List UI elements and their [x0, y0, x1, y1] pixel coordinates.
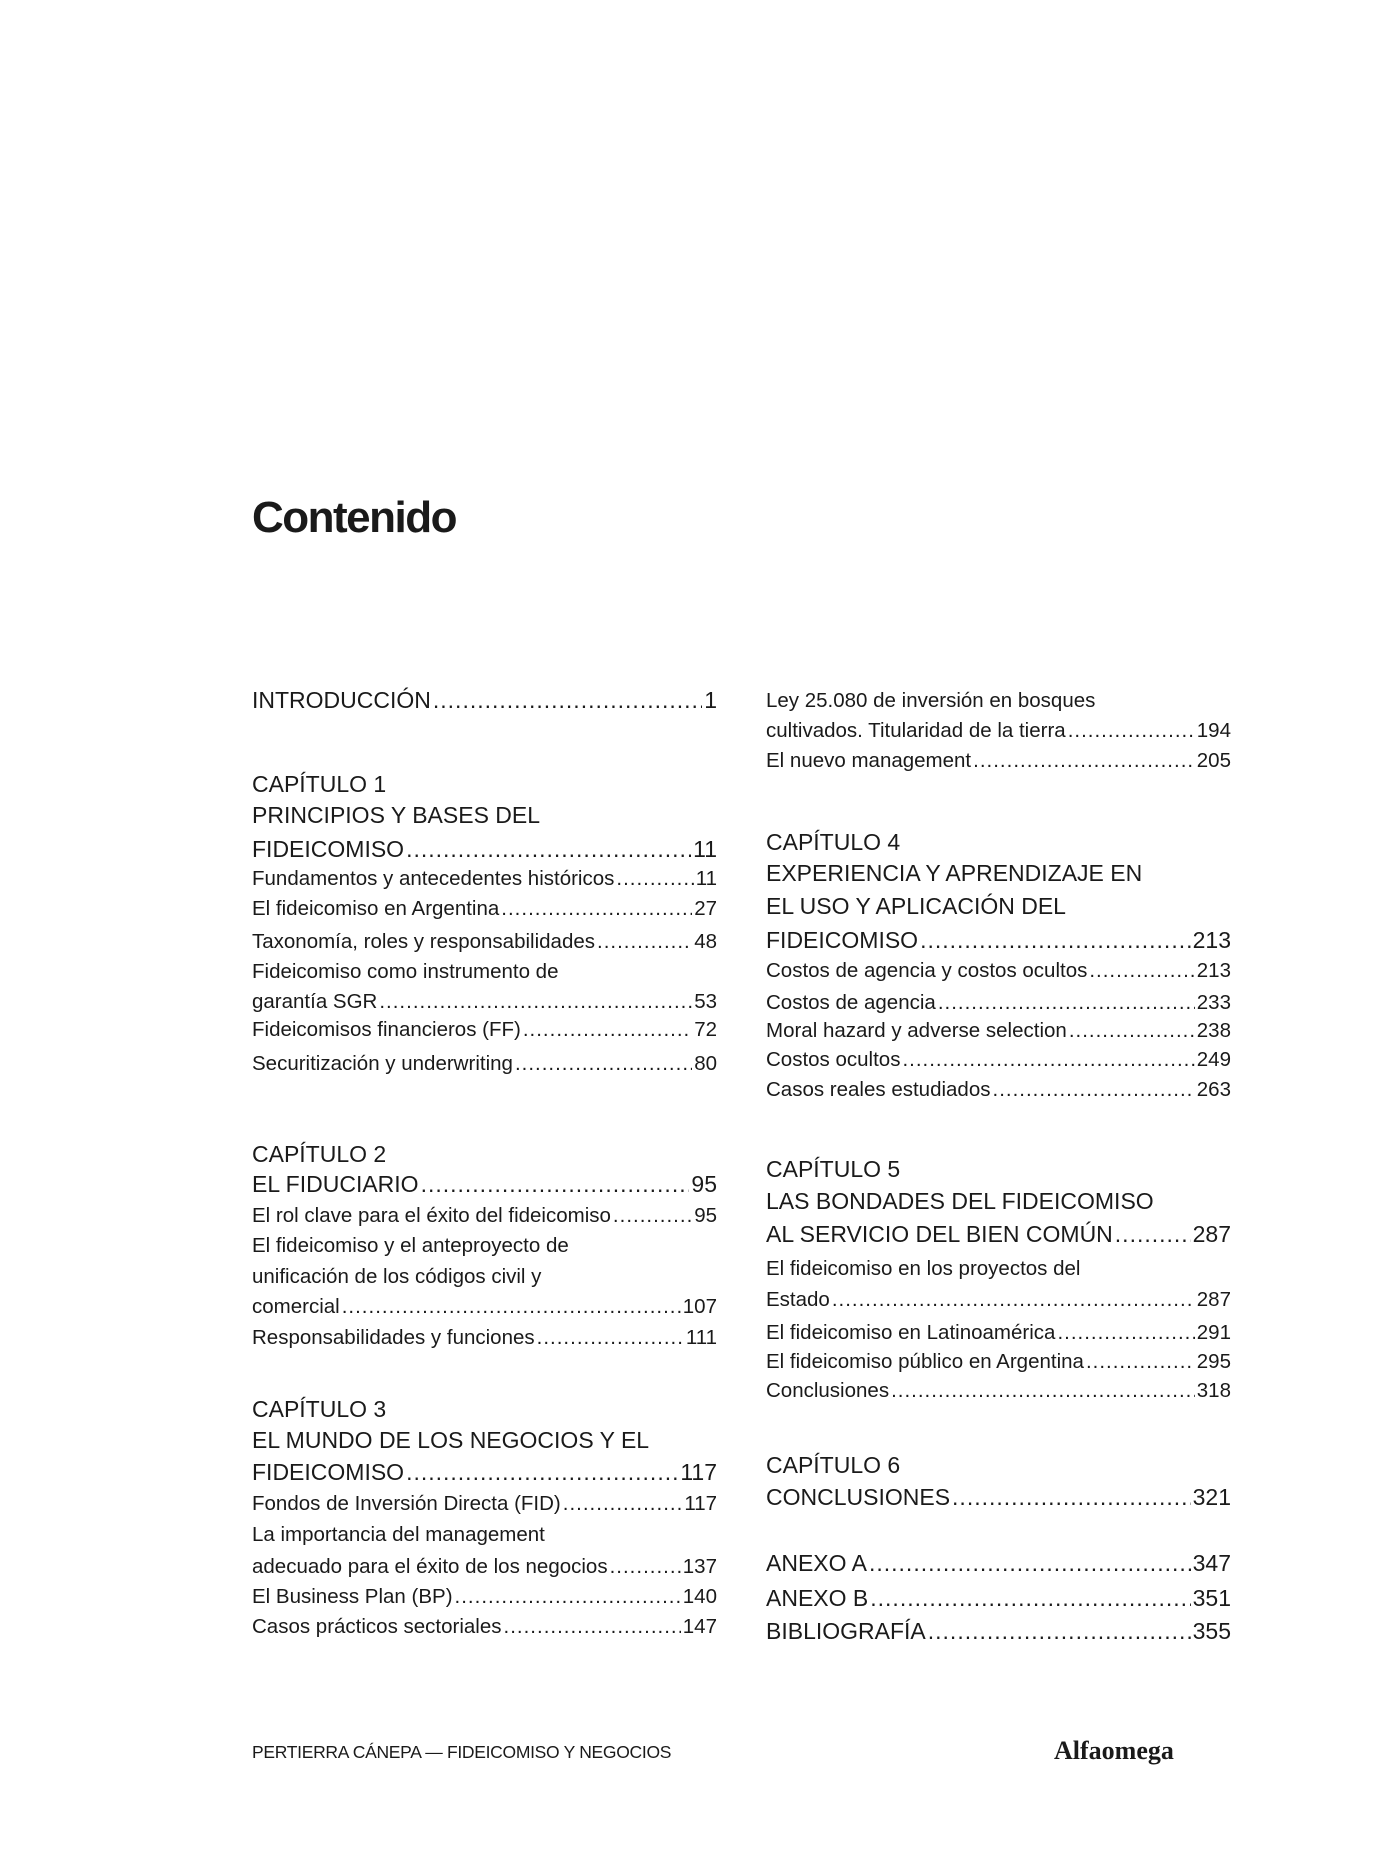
toc-entry	[766, 1483, 1231, 1511]
toc-entry-title: LAS BONDADES DEL FIDEICOMISO	[766, 1188, 1154, 1214]
toc-entry	[252, 1583, 717, 1611]
toc-entry	[766, 828, 1231, 856]
toc-leader-dots	[993, 1076, 1195, 1104]
toc-leader-dots	[501, 895, 692, 923]
toc-entry	[766, 859, 1231, 887]
toc-entry	[252, 1232, 717, 1260]
toc-leader-dots	[613, 1202, 692, 1230]
toc-entry-title: Securitización y underwriting	[252, 1052, 513, 1075]
toc-entry-page-number: 53	[694, 990, 717, 1013]
toc-entry-page-number: 95	[694, 1204, 717, 1227]
toc-leader-dots	[379, 988, 692, 1016]
toc-leader-dots	[455, 1583, 681, 1611]
toc-entry	[766, 957, 1231, 985]
toc-entry	[252, 1324, 717, 1352]
toc-entry-page-number: 194	[1196, 719, 1231, 742]
toc-leader-dots	[433, 686, 702, 714]
toc-entry	[766, 1017, 1231, 1045]
toc-entry-title: CAPÍTULO 1	[252, 771, 387, 797]
toc-entry-title: EXPERIENCIA Y APRENDIZAJE EN	[766, 860, 1143, 886]
toc-entry-title: Fondos de Inversión Directa (FID)	[252, 1492, 561, 1515]
toc-entry-title: INTRODUCCIÓN	[252, 687, 431, 713]
toc-entry	[766, 717, 1231, 745]
toc-entry-title: FIDEICOMISO	[252, 836, 405, 862]
toc-entry-page-number: 11	[693, 836, 717, 862]
toc-entry	[252, 835, 717, 863]
toc-entry-title: CAPÍTULO 2	[252, 1141, 387, 1167]
toc-entry-title: Fideicomiso como instrumento de	[252, 960, 559, 983]
toc-entry-title: comercial	[252, 1295, 340, 1318]
toc-leader-dots	[537, 1324, 684, 1352]
toc-entry	[766, 1286, 1231, 1314]
toc-entry-page-number: 355	[1192, 1618, 1231, 1644]
toc-entry-page-number: 95	[691, 1171, 717, 1197]
toc-entry-page-number: 107	[682, 1295, 717, 1318]
toc-entry	[252, 928, 717, 956]
toc-entry-title: Conclusiones	[766, 1379, 890, 1402]
toc-entry	[252, 1140, 717, 1168]
toc-entry-title: El fideicomiso en Argentina	[252, 897, 500, 920]
toc-entry-title: EL FIDUCIARIO	[252, 1171, 419, 1197]
toc-entry	[252, 1426, 717, 1454]
toc-entry-title: PRINCIPIOS Y BASES DEL	[252, 802, 541, 828]
toc-entry-title: ANEXO B	[766, 1585, 869, 1611]
toc-leader-dots	[523, 1016, 692, 1044]
toc-entry	[766, 1187, 1231, 1215]
toc-entry	[252, 1016, 717, 1044]
toc-leader-dots	[515, 1050, 692, 1078]
toc-entry-page-number: 213	[1196, 959, 1231, 982]
toc-entry-title: Moral hazard y adverse selection	[766, 1019, 1067, 1042]
toc-entry	[766, 687, 1231, 715]
toc-entry-title: unificación de los códigos civil y	[252, 1265, 542, 1288]
toc-entry-page-number: 213	[1192, 927, 1231, 953]
toc-entry-title: El Business Plan (BP)	[252, 1585, 453, 1608]
toc-entry	[252, 1202, 717, 1230]
toc-entry-title: FIDEICOMISO	[766, 927, 919, 953]
toc-entry	[766, 1348, 1231, 1376]
toc-entry-title: CAPÍTULO 6	[766, 1452, 901, 1478]
toc-entry-title: El fideicomiso y el anteproyecto de	[252, 1234, 569, 1257]
toc-leader-dots	[563, 1490, 683, 1518]
toc-entry	[766, 1451, 1231, 1479]
toc-entry-page-number: 27	[694, 897, 717, 920]
toc-entry-page-number: 321	[1192, 1484, 1231, 1510]
toc-entry	[766, 1046, 1231, 1074]
toc-entry	[252, 1263, 717, 1291]
toc-entry-page-number: 295	[1196, 1350, 1231, 1373]
toc-leader-dots	[342, 1293, 681, 1321]
toc-entry-page-number: 117	[680, 1459, 717, 1485]
toc-entry	[252, 1050, 717, 1078]
toc-leader-dots	[870, 1584, 1190, 1612]
toc-entry	[252, 1613, 717, 1641]
toc-entry	[766, 892, 1231, 920]
toc-leader-dots	[938, 989, 1195, 1017]
toc-entry	[766, 989, 1231, 1017]
toc-entry-title: El fideicomiso en Latinoamérica	[766, 1321, 1056, 1344]
toc-leader-dots	[1068, 717, 1195, 745]
toc-entry-page-number: 11	[695, 867, 717, 890]
toc-entry-title: FIDEICOMISO	[252, 1459, 405, 1485]
toc-leader-dots	[406, 1458, 678, 1486]
toc-entry-page-number: 347	[1192, 1550, 1231, 1576]
toc-entry-title: Costos de agencia	[766, 991, 936, 1014]
toc-entry	[252, 988, 717, 1016]
toc-entry-title: Casos prácticos sectoriales	[252, 1615, 502, 1638]
page-title: Contenido	[252, 493, 457, 542]
toc-entry	[252, 686, 717, 714]
toc-leader-dots	[920, 926, 1191, 954]
toc-entry-title: La importancia del management	[252, 1523, 545, 1546]
toc-entry-title: Ley 25.080 de inversión en bosques	[766, 689, 1096, 712]
toc-entry-page-number: 117	[684, 1492, 717, 1515]
toc-entry-page-number: 140	[682, 1585, 717, 1608]
toc-entry	[766, 1617, 1231, 1645]
toc-entry	[252, 865, 717, 893]
toc-entry-page-number: 137	[682, 1555, 717, 1578]
toc-entry-page-number: 351	[1192, 1585, 1231, 1611]
toc-entry	[252, 1458, 717, 1486]
toc-leader-dots	[952, 1483, 1191, 1511]
toc-entry-title: cultivados. Titularidad de la tierra	[766, 719, 1066, 742]
toc-entry	[252, 958, 717, 986]
toc-leader-dots	[406, 835, 691, 863]
toc-leader-dots	[1089, 957, 1194, 985]
toc-entry-page-number: 147	[682, 1615, 717, 1638]
toc-entry	[252, 801, 717, 829]
toc-entry-title: ANEXO A	[766, 1550, 867, 1576]
toc-leader-dots	[616, 865, 693, 893]
toc-leader-dots	[891, 1377, 1195, 1405]
toc-entry-page-number: 263	[1196, 1078, 1231, 1101]
toc-leader-dots	[973, 747, 1195, 775]
toc-entry-title: Fideicomisos financieros (FF)	[252, 1018, 521, 1041]
toc-entry	[252, 895, 717, 923]
toc-entry-page-number: 48	[694, 930, 717, 953]
toc-leader-dots	[610, 1553, 681, 1581]
toc-entry	[766, 1377, 1231, 1405]
toc-entry-title: EL MUNDO DE LOS NEGOCIOS Y EL	[252, 1427, 650, 1453]
toc-entry	[252, 1521, 717, 1549]
toc-entry-page-number: 318	[1196, 1379, 1231, 1402]
toc-leader-dots	[1069, 1017, 1195, 1045]
toc-entry	[766, 747, 1231, 775]
toc-leader-dots	[597, 928, 692, 956]
toc-entry-title: CAPÍTULO 4	[766, 829, 901, 855]
toc-entry-title: garantía SGR	[252, 990, 378, 1013]
toc-entry-title: AL SERVICIO DEL BIEN COMÚN	[766, 1221, 1113, 1247]
toc-leader-dots	[928, 1617, 1191, 1645]
toc-entry-page-number: 291	[1196, 1321, 1231, 1344]
toc-entry	[766, 1076, 1231, 1104]
toc-entry	[252, 1293, 717, 1321]
toc-entry-title: El rol clave para el éxito del fideicomiso	[252, 1204, 611, 1227]
footer-author-title: PERTIERRA CÁNEPA — FIDEICOMISO Y NEGOCIOS	[252, 1742, 672, 1762]
toc-entry-title: Costos de agencia y costos ocultos	[766, 959, 1088, 982]
toc-entry-page-number: 111	[685, 1326, 717, 1349]
toc-leader-dots	[902, 1046, 1194, 1074]
toc-entry-page-number: 1	[704, 687, 717, 713]
toc-entry-title: Estado	[766, 1288, 830, 1311]
toc-entry-title: CAPÍTULO 3	[252, 1396, 387, 1422]
toc-entry	[252, 1490, 717, 1518]
toc-entry-title: CONCLUSIONES	[766, 1484, 951, 1510]
toc-entry-title: Responsabilidades y funciones	[252, 1326, 535, 1349]
toc-leader-dots	[1086, 1348, 1195, 1376]
toc-entry-page-number: 249	[1196, 1048, 1231, 1071]
toc-entry-page-number: 205	[1196, 749, 1231, 772]
toc-entry-title: Casos reales estudiados	[766, 1078, 991, 1101]
toc-entry	[252, 1395, 717, 1423]
toc-entry	[766, 926, 1231, 954]
toc-entry	[766, 1319, 1231, 1347]
toc-leader-dots	[504, 1613, 681, 1641]
toc-entry-title: Costos ocultos	[766, 1048, 901, 1071]
toc-entry-page-number: 287	[1196, 1288, 1231, 1311]
toc-entry-title: Taxonomía, roles y responsabilidades	[252, 930, 595, 953]
toc-entry-page-number: 80	[694, 1052, 717, 1075]
toc-entry	[252, 770, 717, 798]
toc-entry	[766, 1155, 1231, 1183]
footer-publisher: Alfaomega	[1054, 1736, 1174, 1765]
toc-leader-dots	[421, 1170, 690, 1198]
toc-entry-page-number: 238	[1196, 1019, 1231, 1042]
toc-entry-page-number: 287	[1192, 1221, 1231, 1247]
toc-entry-page-number: 233	[1196, 991, 1231, 1014]
toc-entry	[252, 1553, 717, 1581]
toc-leader-dots	[1057, 1319, 1194, 1347]
toc-entry-title: EL USO Y APLICACIÓN DEL	[766, 893, 1066, 919]
toc-entry-title: BIBLIOGRAFÍA	[766, 1618, 926, 1644]
toc-entry-title: El fideicomiso en los proyectos del	[766, 1257, 1081, 1280]
toc-entry-title: Fundamentos y antecedentes históricos	[252, 867, 615, 890]
toc-entry	[766, 1255, 1231, 1283]
toc-leader-dots	[832, 1286, 1195, 1314]
toc-entry-title: CAPÍTULO 5	[766, 1156, 901, 1182]
toc-leader-dots	[1115, 1220, 1191, 1248]
toc-entry-title: El fideicomiso público en Argentina	[766, 1350, 1084, 1373]
toc-entry	[766, 1220, 1231, 1248]
toc-leader-dots	[869, 1549, 1191, 1577]
toc-entry	[766, 1549, 1231, 1577]
toc-entry-title: adecuado para el éxito de los negocios	[252, 1555, 608, 1578]
toc-entry-title: El nuevo management	[766, 749, 972, 772]
toc-entry	[252, 1170, 717, 1198]
toc-entry-page-number: 72	[694, 1018, 717, 1041]
toc-entry	[766, 1584, 1231, 1612]
